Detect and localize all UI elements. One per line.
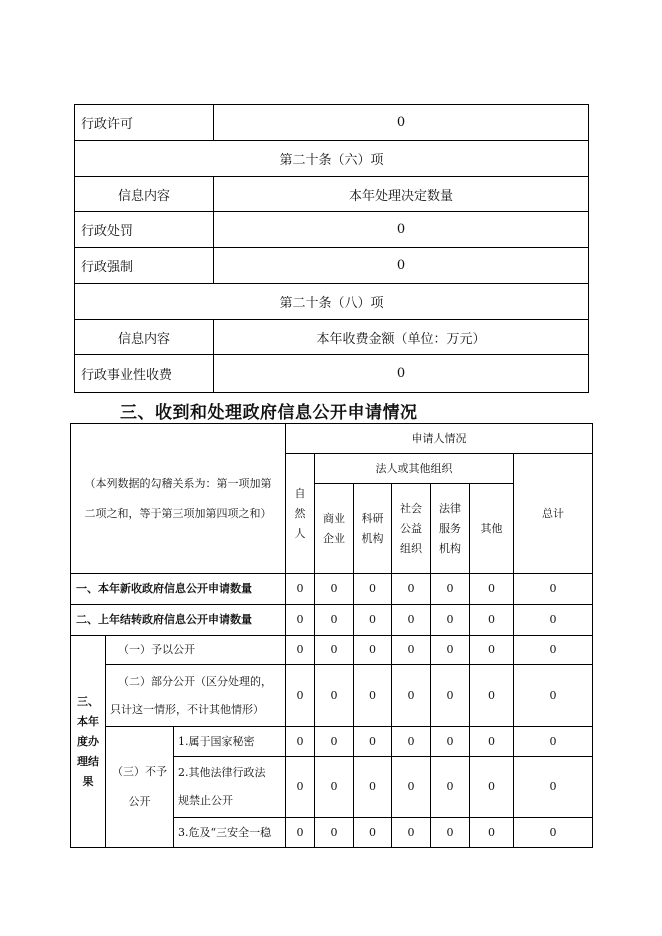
section-header: 第二十条（八）项: [75, 284, 589, 320]
cell: 0: [315, 727, 354, 757]
col-research: [354, 484, 392, 574]
cell: 0: [286, 636, 315, 665]
cell: 0: [315, 757, 354, 818]
cell: 0: [470, 665, 514, 727]
cell: 0: [286, 727, 315, 757]
label-line: 三、: [77, 694, 99, 708]
label-line: 理结: [77, 754, 99, 768]
cell: 0: [392, 574, 431, 605]
row-label: 行政许可: [75, 105, 214, 141]
row-value: 0: [214, 248, 589, 284]
cell: 0: [354, 605, 392, 636]
label-line: 本年: [77, 714, 99, 728]
section-header: 第二十条（六）项: [75, 141, 589, 177]
label-line: 只计这一情形，不计其他情形）: [110, 702, 264, 716]
header-line: 企业: [323, 531, 346, 545]
cell: 0: [431, 636, 470, 665]
cell: 0: [315, 665, 354, 727]
header-line: 法律: [439, 501, 462, 515]
row-label: 行政处罚: [75, 212, 214, 248]
cell: 0: [470, 818, 514, 848]
note-line: 二项之和，等于第三项加第四项之和）: [84, 506, 272, 520]
cell: 0: [354, 757, 392, 818]
cell: 0: [315, 605, 354, 636]
cell: 0: [514, 757, 593, 818]
cell: 0: [315, 818, 354, 848]
col-business: [315, 484, 354, 574]
row-label: （一）予以公开: [106, 636, 286, 665]
col-natural-person: [286, 454, 315, 574]
label-line: 度办: [77, 734, 99, 748]
row-label: 3.危及“三安全一稳: [174, 818, 286, 848]
col-legal: [431, 484, 470, 574]
header-line: 机构: [439, 541, 462, 555]
row-label: 一、本年新收政府信息公开申请数量: [71, 574, 286, 605]
header-line: 科研: [361, 511, 384, 525]
note-line: （本列数据的勾稽关系为：第一项加第: [84, 476, 272, 490]
sub3-label: [106, 727, 174, 848]
header-line: 商业: [323, 511, 346, 525]
column-header: 信息内容: [75, 320, 214, 355]
cell: 0: [354, 574, 392, 605]
cell: 0: [392, 605, 431, 636]
cell: 0: [514, 636, 593, 665]
cell: 0: [286, 605, 315, 636]
header-line: 公益: [400, 521, 423, 535]
header-line: 机构: [361, 531, 384, 545]
cell: 0: [431, 574, 470, 605]
label-line: 2.其他法律行政法: [178, 766, 266, 779]
cell: 0: [354, 818, 392, 848]
row-label: [106, 665, 286, 727]
cell: 0: [354, 636, 392, 665]
header-char: 自: [294, 486, 306, 500]
column-header: 本年收费金额（单位：万元）: [214, 320, 589, 355]
row-label: [174, 757, 286, 818]
row-label: 行政强制: [75, 248, 214, 284]
label-line: （二）部分公开（区分处理的，: [118, 674, 272, 688]
header-char: 人: [294, 526, 306, 540]
administrative-stats-table: [74, 104, 589, 393]
cell: 0: [431, 818, 470, 848]
label-line: 规禁止公开: [178, 794, 233, 807]
cell: 0: [514, 727, 593, 757]
section-heading: 三、收到和处理政府信息公开申请情况: [120, 403, 418, 423]
cell: 0: [470, 636, 514, 665]
cell: 0: [392, 818, 431, 848]
cell: 0: [431, 727, 470, 757]
legal-org-header: 法人或其他组织: [315, 454, 514, 484]
cell: 0: [470, 574, 514, 605]
header-line: 服务: [439, 521, 462, 535]
cell: 0: [392, 727, 431, 757]
relation-note: [71, 424, 286, 574]
cell: 0: [286, 818, 315, 848]
header-line: 组织: [400, 541, 423, 555]
cell: 0: [392, 636, 431, 665]
cell: 0: [286, 665, 315, 727]
cell: 0: [514, 574, 593, 605]
cell: 0: [470, 605, 514, 636]
label-line: 果: [82, 774, 94, 788]
cell: 0: [431, 757, 470, 818]
application-stats-table: [70, 423, 593, 848]
header-char: 然: [294, 506, 306, 520]
cell: 0: [470, 757, 514, 818]
section3-label: [71, 636, 106, 848]
row-value: 0: [214, 355, 589, 393]
cell: 0: [431, 665, 470, 727]
cell: 0: [354, 665, 392, 727]
row-value: 0: [214, 212, 589, 248]
col-total: 总计: [514, 454, 593, 574]
row-value: 0: [214, 105, 589, 141]
row-label: 1.属于国家秘密: [174, 727, 286, 757]
cell: 0: [315, 574, 354, 605]
cell: 0: [514, 605, 593, 636]
row-label: 二、上年结转政府信息公开申请数量: [71, 605, 286, 636]
column-header: 本年处理决定数量: [214, 177, 589, 212]
cell: 0: [354, 727, 392, 757]
col-other: 其他: [470, 484, 514, 574]
cell: 0: [286, 757, 315, 818]
cell: 0: [514, 665, 593, 727]
cell: 0: [431, 605, 470, 636]
cell: 0: [514, 818, 593, 848]
row-label: 行政事业性收费: [75, 355, 214, 393]
col-social: [392, 484, 431, 574]
cell: 0: [392, 665, 431, 727]
cell: 0: [286, 574, 315, 605]
applicant-header: 申请人情况: [286, 424, 593, 454]
cell: 0: [470, 727, 514, 757]
cell: 0: [315, 636, 354, 665]
label-line: （三）不予: [112, 765, 167, 778]
label-line: 公开: [128, 795, 151, 808]
column-header: 信息内容: [75, 177, 214, 212]
header-line: 社会: [400, 501, 423, 515]
cell: 0: [392, 757, 431, 818]
